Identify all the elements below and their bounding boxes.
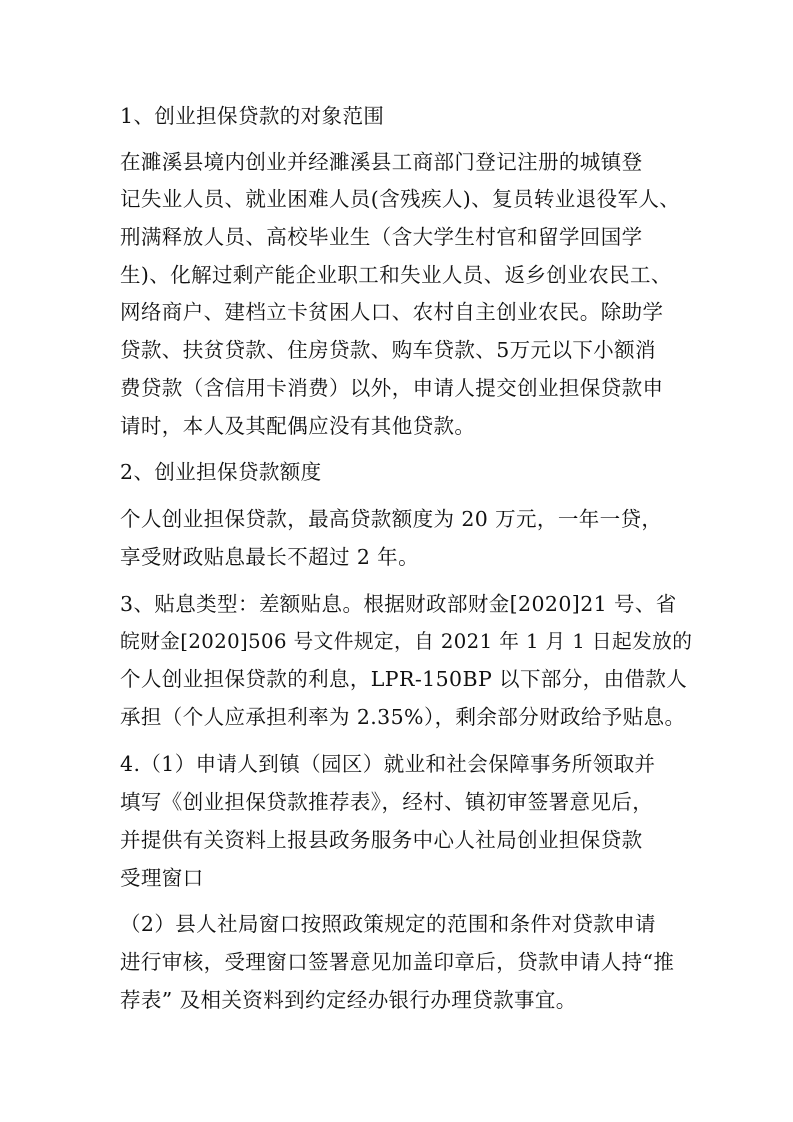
section-1-line-5: 网络商户、建档立卡贫困人口、农村自主创业农民。除助学 bbox=[120, 300, 664, 324]
section-1-line-1: 在濉溪县境内创业并经濉溪县工商部门登记注册的城镇登 bbox=[120, 150, 643, 174]
section-4-2-line-3: 荐表” 及相关资料到约定经办银行办理贷款事宜。 bbox=[120, 988, 577, 1012]
section-1-line-7: 费贷款（含信用卡消费）以外，申请人提交创业担保贷款申 bbox=[120, 376, 664, 400]
section-1-line-8: 请时，本人及其配偶应没有其他贷款。 bbox=[120, 414, 476, 438]
section-4-1-line-3: 并提供有关资料上报县政务服务中心人社局创业担保贷款 bbox=[120, 828, 643, 852]
section-1-line-4: 生)、化解过剩产能企业职工和失业人员、返乡创业农民工、 bbox=[120, 263, 672, 287]
section-1-line-6: 贷款、扶贫贷款、住房贷款、购车贷款、5万元以下小额消 bbox=[120, 338, 656, 362]
section-4-2-line-1: （2）县人社局窗口按照政策规定的范围和条件对贷款申请 bbox=[120, 912, 656, 936]
section-4-1-line-2: 填写《创业担保贷款推荐表》，经村、镇初审签署意见后， bbox=[120, 790, 654, 814]
section-3-line-1: 3、贴息类型：差额贴息。根据财政部财金[2020]21 号、省 bbox=[120, 592, 677, 616]
section-3-line-4: 承担（个人应承担利率为 2.35%），剩余部分财政给予贴息。 bbox=[120, 705, 686, 729]
section-2-heading: 2、创业担保贷款额度 bbox=[120, 460, 322, 484]
section-1-heading: 1、创业担保贷款的对象范围 bbox=[120, 104, 385, 128]
section-1-line-2: 记失业人员、就业困难人员(含残疾人)、复员转业退役军人、 bbox=[120, 187, 681, 211]
section-1-line-3: 刑满释放人员、高校毕业生（含大学生村官和留学回国学 bbox=[120, 225, 643, 249]
section-4-2-line-2: 进行审核，受理窗口签署意见加盖印章后，贷款申请人持“推 bbox=[120, 950, 675, 974]
section-3-line-2: 皖财金[2020]506 号文件规定，自 2021 年 1 月 1 日起发放的 bbox=[120, 630, 693, 653]
section-4-1-line-1: 4.（1）申请人到镇（园区）就业和社会保障事务所领取并 bbox=[120, 752, 656, 776]
section-2-line-1: 个人创业担保贷款，最高贷款额度为 20 万元，一年一贷， bbox=[120, 507, 663, 531]
section-2-line-2: 享受财政贴息最长不超过 2 年。 bbox=[120, 545, 419, 569]
section-4-1-line-4: 受理窗口 bbox=[120, 866, 204, 890]
section-3-line-3: 个人创业担保贷款的利息，LPR-150BP 以下部分，由借款人 bbox=[120, 667, 688, 691]
